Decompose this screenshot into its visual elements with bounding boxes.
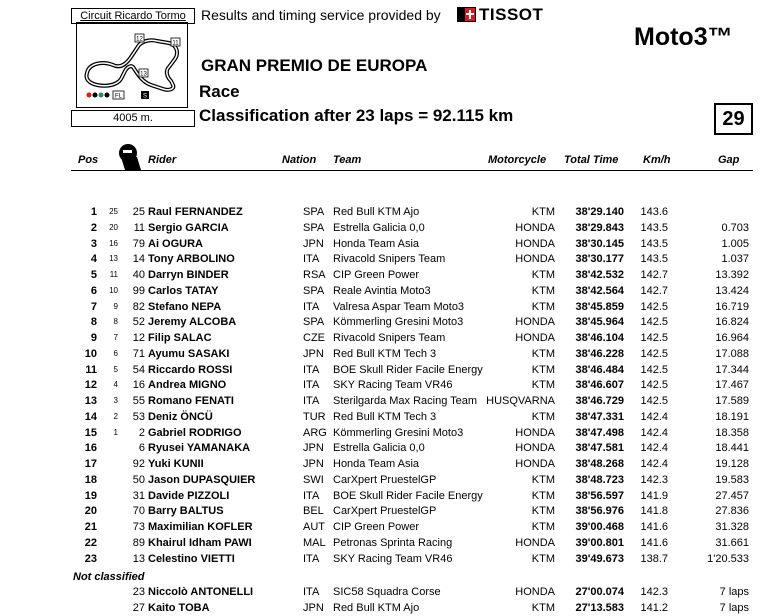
motorcycle: KTM: [531, 601, 555, 614]
average-speed: 142.7: [640, 269, 668, 281]
rider-number: 11: [133, 221, 145, 234]
table-row: [0, 204, 781, 220]
table-row: [0, 330, 781, 346]
team-name: CarXpert PruestelGP: [333, 473, 437, 486]
rider-number: 23: [132, 586, 145, 598]
table-row: [0, 220, 781, 236]
rider-nation: ITA: [303, 586, 320, 598]
col-team: Team: [333, 154, 362, 166]
grid-position: 16: [109, 238, 118, 248]
grid-position: 10: [109, 285, 118, 295]
result-position: 5: [90, 269, 97, 281]
total-time: 38'42.564: [575, 284, 624, 297]
table-row: [0, 440, 781, 456]
rider-nation: SPA: [303, 284, 325, 297]
result-position: 7: [90, 300, 97, 313]
average-speed: 141.9: [640, 489, 668, 502]
rider-name: Ai OGURA: [148, 237, 203, 250]
team-name: Honda Team Asia: [333, 458, 420, 470]
col-total-time: Total Time: [564, 154, 619, 166]
result-position: 19: [84, 489, 97, 502]
table-row: [0, 267, 781, 283]
average-speed: 142.4: [640, 410, 668, 423]
rider-nation: ITA: [303, 253, 320, 266]
average-speed: 142.5: [640, 395, 668, 407]
table-row: [0, 503, 781, 519]
result-position: 15: [84, 426, 97, 439]
team-name: BOE Skull Rider Facile Energy: [333, 363, 483, 376]
result-position: 22: [84, 536, 97, 549]
motorcycle: HONDA: [515, 237, 555, 250]
grid-position: 6: [113, 348, 118, 358]
event-title: GRAN PREMIO DE EUROPA: [201, 56, 428, 75]
team-name: Reale Avintia Moto3: [333, 284, 431, 297]
rider-nation: ITA: [303, 300, 320, 313]
rider-number: 6: [138, 442, 145, 455]
table-row: [0, 346, 781, 362]
total-time: 38'46.729: [575, 395, 624, 407]
track-map-icon: [77, 23, 187, 107]
rider-number: 14: [132, 253, 145, 266]
col-rider: Rider: [148, 154, 177, 166]
rider-nation: SWI: [303, 473, 324, 486]
rider-name: Darryn BINDER: [148, 269, 229, 281]
total-time: 39'00.468: [575, 521, 624, 533]
rider-nation: RSA: [303, 269, 326, 281]
track-length: 4005 m.: [71, 110, 195, 127]
grid-position: 7: [113, 333, 118, 342]
gap-to-leader: 17.344: [715, 363, 749, 376]
average-speed: 142.5: [640, 379, 668, 392]
rider-nation: ITA: [303, 489, 320, 502]
result-position: 13: [84, 395, 97, 407]
gap-to-leader: 0.703: [721, 221, 749, 234]
result-position: 4: [90, 253, 97, 266]
rider-nation: ITA: [303, 363, 320, 376]
table-row: [0, 600, 781, 616]
grid-position: 13: [109, 254, 118, 264]
team-name: Red Bull KTM Tech 3: [333, 410, 437, 423]
rider-number: 55: [132, 395, 145, 407]
gap-to-leader: 19.583: [715, 473, 749, 486]
average-speed: 141.6: [640, 536, 668, 549]
gap-to-leader: 18.191: [715, 410, 749, 423]
rider-name: Sergio GARCIA: [148, 221, 229, 234]
gap-to-leader: 18.358: [715, 426, 749, 439]
average-speed: 142.4: [640, 426, 668, 439]
table-row: [0, 488, 781, 504]
motorcycle: KTM: [531, 521, 555, 533]
rider-nation: SPA: [303, 316, 325, 329]
result-position: 23: [84, 552, 97, 565]
gap-to-leader: 27.457: [715, 489, 749, 502]
table-row: [0, 535, 781, 551]
rider-name: Gabriel RODRIGO: [148, 426, 242, 439]
rider-number: 73: [132, 521, 145, 533]
rider-number: 70: [132, 505, 145, 518]
col-pos: Pos: [78, 154, 99, 166]
session-title: Race: [199, 82, 240, 101]
rider-number: 25: [132, 206, 145, 218]
gap-to-leader: 18.441: [715, 442, 749, 455]
result-position: 3: [90, 237, 97, 250]
motorcycle: KTM: [531, 300, 555, 313]
map-label-fl: FL: [114, 93, 123, 100]
motorcycle: HONDA: [515, 442, 555, 455]
grid-position: 20: [109, 222, 118, 232]
result-position: 14: [84, 410, 97, 423]
motorcycle: HONDA: [515, 221, 555, 234]
motorcycle: KTM: [531, 269, 555, 281]
motorcycle: KTM: [531, 552, 555, 565]
rider-number: 71: [132, 347, 145, 360]
team-name: Kömmerling Gresini Moto3: [333, 316, 464, 329]
page-number: 29: [714, 103, 753, 135]
rider-nation: MAL: [303, 536, 326, 549]
gap-to-leader: 31.328: [715, 521, 749, 533]
gap-to-leader: 1.037: [721, 253, 749, 266]
rider-nation: JPN: [303, 458, 324, 470]
result-position: 16: [84, 442, 97, 455]
total-time: 38'47.581: [575, 442, 624, 455]
total-time: 38'47.331: [575, 410, 624, 423]
total-time: 38'45.964: [575, 316, 624, 329]
motorcycle: HUSQVARNA: [486, 395, 555, 407]
rider-name: Andrea MIGNO: [148, 379, 227, 392]
motorcycle: KTM: [531, 284, 555, 297]
grid-position: 25: [109, 207, 118, 216]
rider-nation: SPA: [303, 221, 325, 234]
rider-number: 79: [132, 237, 145, 250]
grid-position: 9: [113, 301, 118, 311]
result-position: 1: [90, 206, 97, 218]
col-nation: Nation: [282, 154, 317, 166]
motorcycle: KTM: [531, 410, 555, 423]
rider-name: Jeremy ALCOBA: [148, 316, 237, 329]
not-classified-title: Not classified: [73, 571, 145, 583]
tissot-cross-icon: [457, 7, 476, 22]
gap-to-leader: 17.589: [715, 395, 749, 407]
motorcycle: KTM: [531, 379, 555, 392]
rider-nation: CZE: [303, 332, 325, 344]
rider-nation: TUR: [303, 410, 326, 423]
gap-to-leader: 16.719: [715, 300, 749, 313]
timing-service-text: Results and timing service provided by: [201, 7, 441, 23]
result-position: 8: [90, 316, 97, 329]
grid-position: 3: [113, 396, 118, 405]
category-title: Moto3™: [634, 23, 733, 51]
rider-helmet-icon: [117, 143, 143, 176]
rider-name: Maximilian KOFLER: [148, 521, 253, 533]
grid-position: 5: [113, 364, 118, 374]
motorcycle: KTM: [531, 505, 555, 518]
gap-to-leader: 7 laps: [719, 586, 749, 598]
sponsor-logo: [457, 7, 543, 22]
total-time: 38'48.268: [575, 458, 624, 470]
gap-to-leader: 27.836: [715, 505, 749, 518]
rider-number: 2: [138, 426, 145, 439]
team-name: Estrella Galicia 0,0: [333, 442, 425, 455]
circuit-name: Circuit Ricardo Tormo: [71, 8, 195, 24]
result-position: 9: [90, 332, 97, 344]
rider-nation: JPN: [303, 347, 324, 360]
rider-nation: BEL: [303, 505, 324, 518]
table-row: [0, 551, 781, 567]
average-speed: 141.6: [640, 521, 668, 533]
table-row: [0, 584, 781, 600]
total-time: 38'46.607: [575, 379, 624, 392]
result-position: 21: [84, 521, 97, 533]
rider-name: Deniz ÖNCÜ: [148, 410, 213, 423]
table-row: [0, 456, 781, 472]
table-row: [0, 314, 781, 330]
average-speed: 142.5: [640, 363, 668, 376]
grid-position: 1: [113, 427, 118, 437]
rider-number: 92: [132, 458, 145, 470]
team-name: Sterilgarda Max Racing Team: [333, 395, 478, 407]
grid-position: 2: [113, 411, 118, 421]
team-name: Red Bull KTM Tech 3: [333, 347, 437, 360]
header-divider: [71, 170, 753, 171]
rider-name: Ryusei YAMANAKA: [148, 442, 251, 455]
motorcycle: HONDA: [515, 332, 555, 344]
gap-to-leader: 16.824: [715, 316, 749, 329]
average-speed: 142.4: [640, 442, 668, 455]
total-time: 38'46.484: [575, 363, 624, 376]
grid-position: 8: [113, 317, 118, 327]
total-time: 39'00.801: [575, 536, 624, 549]
total-time: 38'56.597: [575, 489, 624, 502]
rider-number: 12: [132, 332, 145, 344]
average-speed: 141.2: [640, 601, 668, 614]
team-name: SKY Racing Team VR46: [333, 379, 453, 392]
total-time: 27'00.074: [575, 586, 624, 598]
rider-number: 50: [132, 473, 145, 486]
average-speed: 142.5: [640, 332, 668, 344]
classification-title: Classification after 23 laps = 92.115 km: [199, 106, 514, 125]
average-speed: 138.7: [640, 552, 668, 565]
gap-to-leader: 1'20.533: [707, 552, 749, 565]
average-speed: 141.8: [640, 505, 668, 518]
table-row: [0, 472, 781, 488]
rider-number: 31: [132, 489, 145, 502]
grid-position: 11: [109, 270, 118, 279]
motorcycle: KTM: [531, 363, 555, 376]
team-name: Kömmerling Gresini Moto3: [333, 426, 464, 439]
rider-nation: JPN: [303, 601, 324, 614]
team-name: Rivacold Snipers Team: [333, 332, 446, 344]
average-speed: 142.7: [640, 284, 668, 297]
team-name: BOE Skull Rider Facile Energy: [333, 489, 483, 502]
rider-name: Romano FENATI: [148, 395, 234, 407]
total-time: 38'47.498: [575, 426, 624, 439]
result-position: 2: [90, 221, 97, 234]
team-name: Honda Team Asia: [333, 237, 420, 250]
motorcycle: KTM: [531, 206, 555, 218]
rider-name: Kaito TOBA: [148, 601, 210, 614]
map-label-13: 13: [140, 71, 147, 78]
total-time: 38'42.532: [575, 269, 624, 281]
average-speed: 143.5: [640, 221, 668, 234]
rider-number: 53: [132, 410, 145, 423]
rider-number: 52: [132, 316, 145, 329]
circuit-map: [76, 22, 188, 108]
rider-number: 40: [132, 269, 145, 281]
total-time: 39'49.673: [575, 552, 624, 565]
rider-name: Carlos TATAY: [148, 284, 219, 297]
total-time: 38'56.976: [575, 505, 624, 518]
rider-name: Tony ARBOLINO: [148, 253, 235, 266]
team-name: CIP Green Power: [333, 269, 420, 281]
team-name: Red Bull KTM Ajo: [333, 601, 420, 614]
team-name: SIC58 Squadra Corse: [333, 586, 441, 598]
motorcycle: HONDA: [515, 586, 555, 598]
table-row: [0, 362, 781, 378]
rider-nation: ITA: [303, 552, 320, 565]
rider-name: Khairul Idham PAWI: [148, 536, 252, 549]
average-speed: 142.5: [640, 316, 668, 329]
team-name: Valresa Aspar Team Moto3: [333, 300, 465, 313]
total-time: 27'13.583: [575, 601, 624, 614]
rider-number: 89: [132, 536, 145, 549]
rider-name: Filip SALAC: [148, 332, 212, 344]
table-row: [0, 377, 781, 393]
map-label-12: 12: [136, 36, 143, 43]
map-label-11: 11: [172, 40, 179, 47]
gap-to-leader: 19.128: [715, 458, 749, 470]
rider-name: Raul FERNANDEZ: [148, 206, 243, 218]
rider-name: Ayumu SASAKI: [148, 347, 230, 360]
rider-nation: SPA: [303, 206, 325, 218]
team-name: CIP Green Power: [333, 521, 420, 533]
motorcycle: HONDA: [515, 426, 555, 439]
col-motorcycle: Motorcycle: [488, 154, 547, 166]
total-time: 38'29.140: [575, 206, 624, 218]
map-label-s: S: [142, 93, 148, 100]
total-time: 38'30.177: [575, 253, 624, 266]
average-speed: 142.3: [640, 586, 668, 598]
gap-to-leader: 13.392: [715, 269, 749, 281]
average-speed: 143.5: [640, 253, 668, 266]
motorcycle: HONDA: [515, 458, 555, 470]
result-position: 18: [84, 473, 97, 486]
result-position: 10: [84, 347, 97, 360]
rider-number: 16: [132, 379, 145, 392]
rider-nation: JPN: [303, 442, 324, 455]
table-row: [0, 236, 781, 252]
rider-name: Jason DUPASQUIER: [148, 473, 256, 486]
average-speed: 143.5: [640, 237, 668, 250]
table-row: [0, 519, 781, 535]
rider-name: Barry BALTUS: [148, 505, 224, 518]
rider-name: Yuki KUNII: [148, 458, 204, 470]
rider-number: 82: [132, 300, 145, 313]
rider-nation: ITA: [303, 395, 320, 407]
rider-name: Riccardo ROSSI: [148, 363, 233, 376]
team-name: CarXpert PruestelGP: [333, 505, 437, 518]
grid-position: 4: [113, 380, 118, 390]
total-time: 38'29.843: [575, 221, 624, 234]
rider-number: 54: [132, 363, 145, 376]
rider-name: Niccolò ANTONELLI: [148, 586, 254, 598]
average-speed: 142.3: [640, 473, 668, 486]
result-position: 12: [84, 379, 97, 392]
gap-to-leader: 17.088: [715, 347, 749, 360]
gap-to-leader: 16.964: [715, 332, 749, 344]
result-position: 11: [85, 363, 97, 376]
total-time: 38'45.859: [575, 300, 624, 313]
col-kmh: Km/h: [643, 154, 671, 166]
motorcycle: HONDA: [515, 253, 555, 266]
result-position: 17: [84, 458, 97, 470]
total-time: 38'46.104: [575, 332, 624, 344]
gap-to-leader: 17.467: [715, 379, 749, 392]
team-name: SKY Racing Team VR46: [333, 552, 453, 565]
table-row: [0, 393, 781, 409]
team-name: Red Bull KTM Ajo: [333, 206, 420, 218]
rider-number: 99: [132, 284, 145, 297]
total-time: 38'48.723: [575, 473, 624, 486]
average-speed: 142.5: [640, 300, 668, 313]
rider-nation: ARG: [303, 426, 327, 439]
team-name: Rivacold Snipers Team: [333, 253, 446, 266]
rider-number: 27: [132, 601, 145, 614]
motorcycle: KTM: [531, 489, 555, 502]
table-row: [0, 299, 781, 315]
table-row: [0, 425, 781, 441]
total-time: 38'46.228: [575, 347, 624, 360]
rider-nation: JPN: [303, 237, 324, 250]
average-speed: 142.5: [640, 347, 668, 360]
rider-name: Celestino VIETTI: [148, 552, 235, 565]
rider-name: Stefano NEPA: [148, 300, 222, 313]
table-row: [0, 283, 781, 299]
rider-nation: AUT: [303, 521, 325, 533]
gap-to-leader: 1.005: [721, 237, 749, 250]
gap-to-leader: 31.661: [715, 536, 749, 549]
result-position: 6: [90, 284, 97, 297]
motorcycle: KTM: [531, 473, 555, 486]
motorcycle: KTM: [531, 347, 555, 360]
team-name: Estrella Galicia 0,0: [333, 221, 425, 234]
gap-to-leader: 7 laps: [719, 601, 749, 614]
table-row: [0, 251, 781, 267]
motorcycle: HONDA: [515, 316, 555, 329]
col-gap: Gap: [718, 154, 740, 166]
table-row: [0, 409, 781, 425]
gap-to-leader: 13.424: [715, 284, 749, 297]
average-speed: 143.6: [640, 206, 668, 218]
result-position: 20: [84, 505, 97, 518]
average-speed: 142.4: [640, 458, 668, 470]
sponsor-name: TISSOT: [479, 5, 544, 24]
rider-name: Davide PIZZOLI: [148, 489, 230, 502]
rider-number: 13: [132, 552, 145, 565]
motorcycle: HONDA: [515, 536, 555, 549]
total-time: 38'30.145: [575, 237, 624, 250]
team-name: Petronas Sprinta Racing: [333, 536, 453, 549]
rider-nation: ITA: [303, 379, 320, 392]
